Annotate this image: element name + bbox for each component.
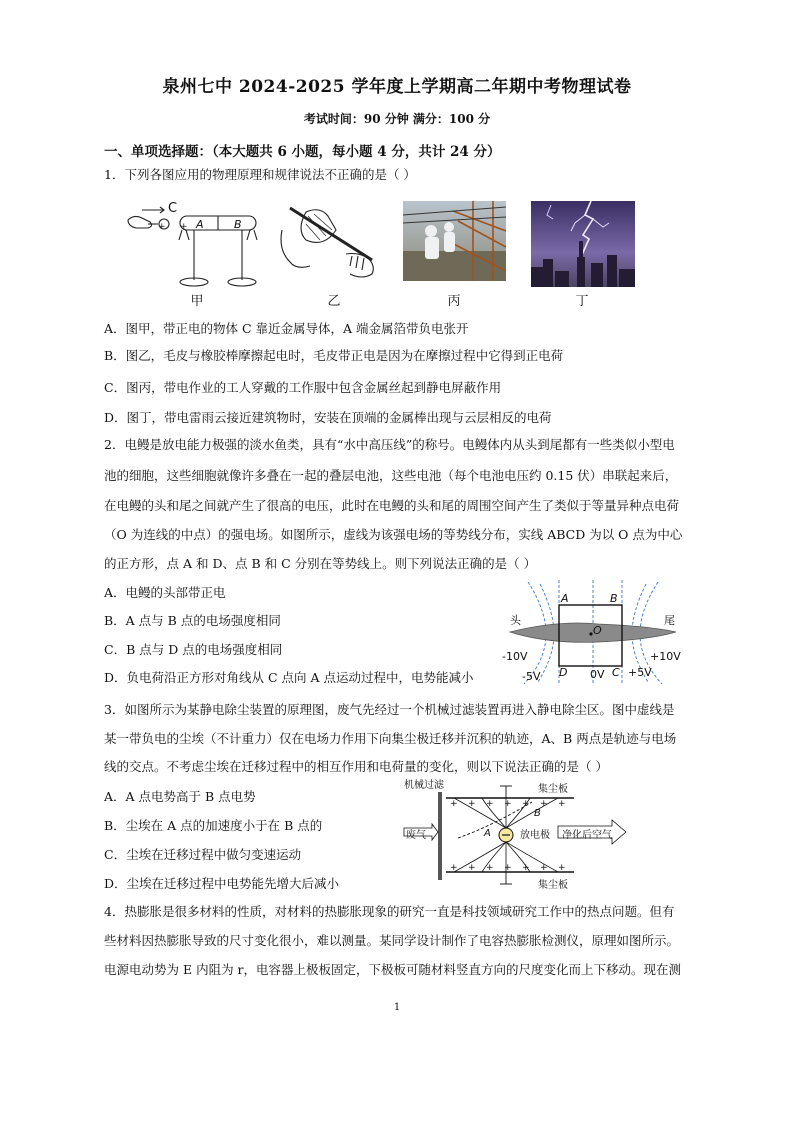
q1-figure-yi xyxy=(276,200,386,286)
label-b: B xyxy=(234,218,242,231)
label-clean-air: 净化后空气 xyxy=(562,830,612,841)
hand-left xyxy=(281,230,310,267)
q3-stem-line-3: 线的交点。不考虑尘埃在迁移过程中的相互作用和电荷量的变化，则以下说法正确的是（ ） xyxy=(104,759,608,774)
q2-stem-line-1: 2．电鳗是放电能力极强的淡水鱼类，具有“水中高压线”的称号。电鳗体内从头到尾都有一些类似小型电 xyxy=(104,437,675,452)
q2-option-d: D．负电荷沿正方形对角线从 C 点向 A 点运动过程中，电势能减小 xyxy=(104,670,474,685)
label-a: A xyxy=(196,218,204,231)
q1-option-a: A．图甲，带正电的物体 C 靠近金属导体，A 端金属箔带负电张开 xyxy=(104,321,469,336)
svg-text:+: + xyxy=(468,863,476,873)
label-collector-bottom: 集尘板 xyxy=(538,880,568,891)
label-c: C xyxy=(168,201,178,216)
hand-shape xyxy=(128,216,152,228)
svg-text:+: + xyxy=(504,863,512,873)
label-exhaust-in: 废气 xyxy=(406,830,426,841)
label-pt-b: B xyxy=(610,592,618,605)
q1-option-d: D．图丁，带电雷雨云接近建筑物时，安装在顶端的金属棒出现与云层相反的电荷 xyxy=(104,410,552,425)
q1-figure-bing xyxy=(403,201,506,281)
q2-stem-line-2: 池的细胞，这些细胞就像许多叠在一起的叠层电池，这些电池（每个电池电压约 0.15 伏）串联起来后， xyxy=(104,468,678,483)
q3-option-d: D．尘埃在迁移过程中电势能先增大后减小 xyxy=(104,876,340,891)
foil-b xyxy=(247,230,250,240)
label-pt-o: O xyxy=(593,624,602,637)
svg-text:+: + xyxy=(540,863,548,873)
q4-stem-line-2: 些材料因热膨胀导致的尺寸变化很小，难以测量。某同学设计制作了电容热膨胀检测仪，原理如图所示。 xyxy=(104,933,680,948)
svg-text:+: + xyxy=(468,799,476,809)
svg-text:+: + xyxy=(486,863,494,873)
label-v-minus5: -5V xyxy=(522,670,541,683)
q2-stem-line-3: 在电鳗的头和尾之间就产生了很高的电压，此时在电鳗的头和尾的周围空间产生了类似于等量异种点电荷 xyxy=(104,498,680,513)
svg-text:+: + xyxy=(450,799,458,809)
caption-yi: 乙 xyxy=(327,294,341,309)
label-head: 头 xyxy=(510,614,521,627)
svg-text:+: + xyxy=(180,222,188,232)
q1-option-c: C．图丙，带电作业的工人穿戴的工作服中包含金属丝起到静电屏蔽作用 xyxy=(104,380,502,395)
label-v-zero: 0V xyxy=(590,668,605,681)
label-discharge-electrode: 放电极 xyxy=(520,830,550,841)
label-pt-c: C xyxy=(612,666,620,679)
q1-figure-ding xyxy=(531,201,635,287)
label-v-minus10: -10V xyxy=(502,650,528,663)
q4-stem-line-3: 电源电动势为 E 内阻为 r，电容器上极板固定，下极板可随材料竖直方向的尺度变化而上下移动。现在测 xyxy=(104,962,682,977)
q2-option-a: A．电鳗的头部带正电 xyxy=(104,585,226,600)
caption-ding: 丁 xyxy=(575,294,589,309)
mechanical-filter xyxy=(438,792,442,880)
q2-eel-figure xyxy=(498,580,688,684)
q3-option-a: A．A 点电势高于 B 点电势 xyxy=(104,789,256,804)
q3-precipitator-figure xyxy=(402,778,632,894)
label-v-plus5: +5V xyxy=(628,666,652,679)
q4-stem-line-1: 4．热膨胀是很多材料的性质，对材料的热膨胀现象的研究一直是科技领域研究工作中的热点问题。但有 xyxy=(104,904,675,919)
svg-text:+: + xyxy=(486,799,494,809)
exam-title: 泉州七中 2024-2025 学年度上学期高二年期中考物理试卷 xyxy=(162,77,632,97)
label-collector-top: 集尘板 xyxy=(538,784,568,795)
q2-option-b: B．A 点与 B 点的电场强度相同 xyxy=(104,613,281,628)
label-pt-a: A xyxy=(484,828,491,839)
svg-text:+: + xyxy=(522,799,530,809)
page-number: 1 xyxy=(393,1002,401,1013)
q3-option-c: C．尘埃在迁移过程中做匀变速运动 xyxy=(104,847,302,862)
q3-stem-line-1: 3．如图所示为某静电除尘装置的原理图，废气先经过一个机械过滤装置再进入静电除尘区。图中虚线是 xyxy=(104,702,675,717)
section-heading: 一、单项选择题：（本大题共 6 小题，每小题 4 分，共计 24 分） xyxy=(104,144,501,160)
svg-text:+: + xyxy=(450,863,458,873)
label-filter: 机械过滤 xyxy=(404,780,444,791)
svg-text:+: + xyxy=(558,799,566,809)
q2-stem-line-4: （O 为连线的中点）的强电场。如图所示，虚线为该强电场的等势线分布，实线 ABCD 为以 O 点为中心 xyxy=(104,527,683,542)
label-tail: 尾 xyxy=(664,614,675,627)
svg-text:+: + xyxy=(158,222,166,232)
svg-text:+: + xyxy=(504,799,512,809)
caption-jia: 甲 xyxy=(190,294,204,309)
q1-option-b: B．图乙，毛皮与橡胶棒摩擦起电时，毛皮带正电是因为在摩擦过程中它得到正电荷 xyxy=(104,348,564,363)
exam-info: 考试时间：90 分钟 满分：100 分 xyxy=(303,112,491,126)
svg-text:+: + xyxy=(522,863,530,873)
q2-option-c: C．B 点与 D 点的电场强度相同 xyxy=(104,642,283,657)
q3-stem-line-2: 某一带负电的尘埃（不计重力）仅在电场力作用下向集尘极迁移并沉积的轨迹，A、B 两点是轨迹与电场 xyxy=(104,731,677,746)
label-pt-d: D xyxy=(559,666,568,679)
caption-bing: 丙 xyxy=(447,294,461,309)
label-pt-b: B xyxy=(534,808,541,819)
label-v-plus10: +10V xyxy=(650,650,681,663)
q3-option-b: B．尘埃在 A 点的加速度小于在 B 点的 xyxy=(104,818,323,833)
q1-figure-jia xyxy=(124,198,266,294)
svg-text:+: + xyxy=(540,799,548,809)
q2-stem-line-5: 的正方形，点 A 和 D、点 B 和 C 分别在等势线上。则下列说法正确的是（ ） xyxy=(104,556,537,571)
label-pt-a: A xyxy=(561,592,569,605)
q1-stem: 1．下列各图应用的物理原理和规律说法不正确的是（ ） xyxy=(104,167,416,182)
svg-text:+: + xyxy=(558,863,566,873)
